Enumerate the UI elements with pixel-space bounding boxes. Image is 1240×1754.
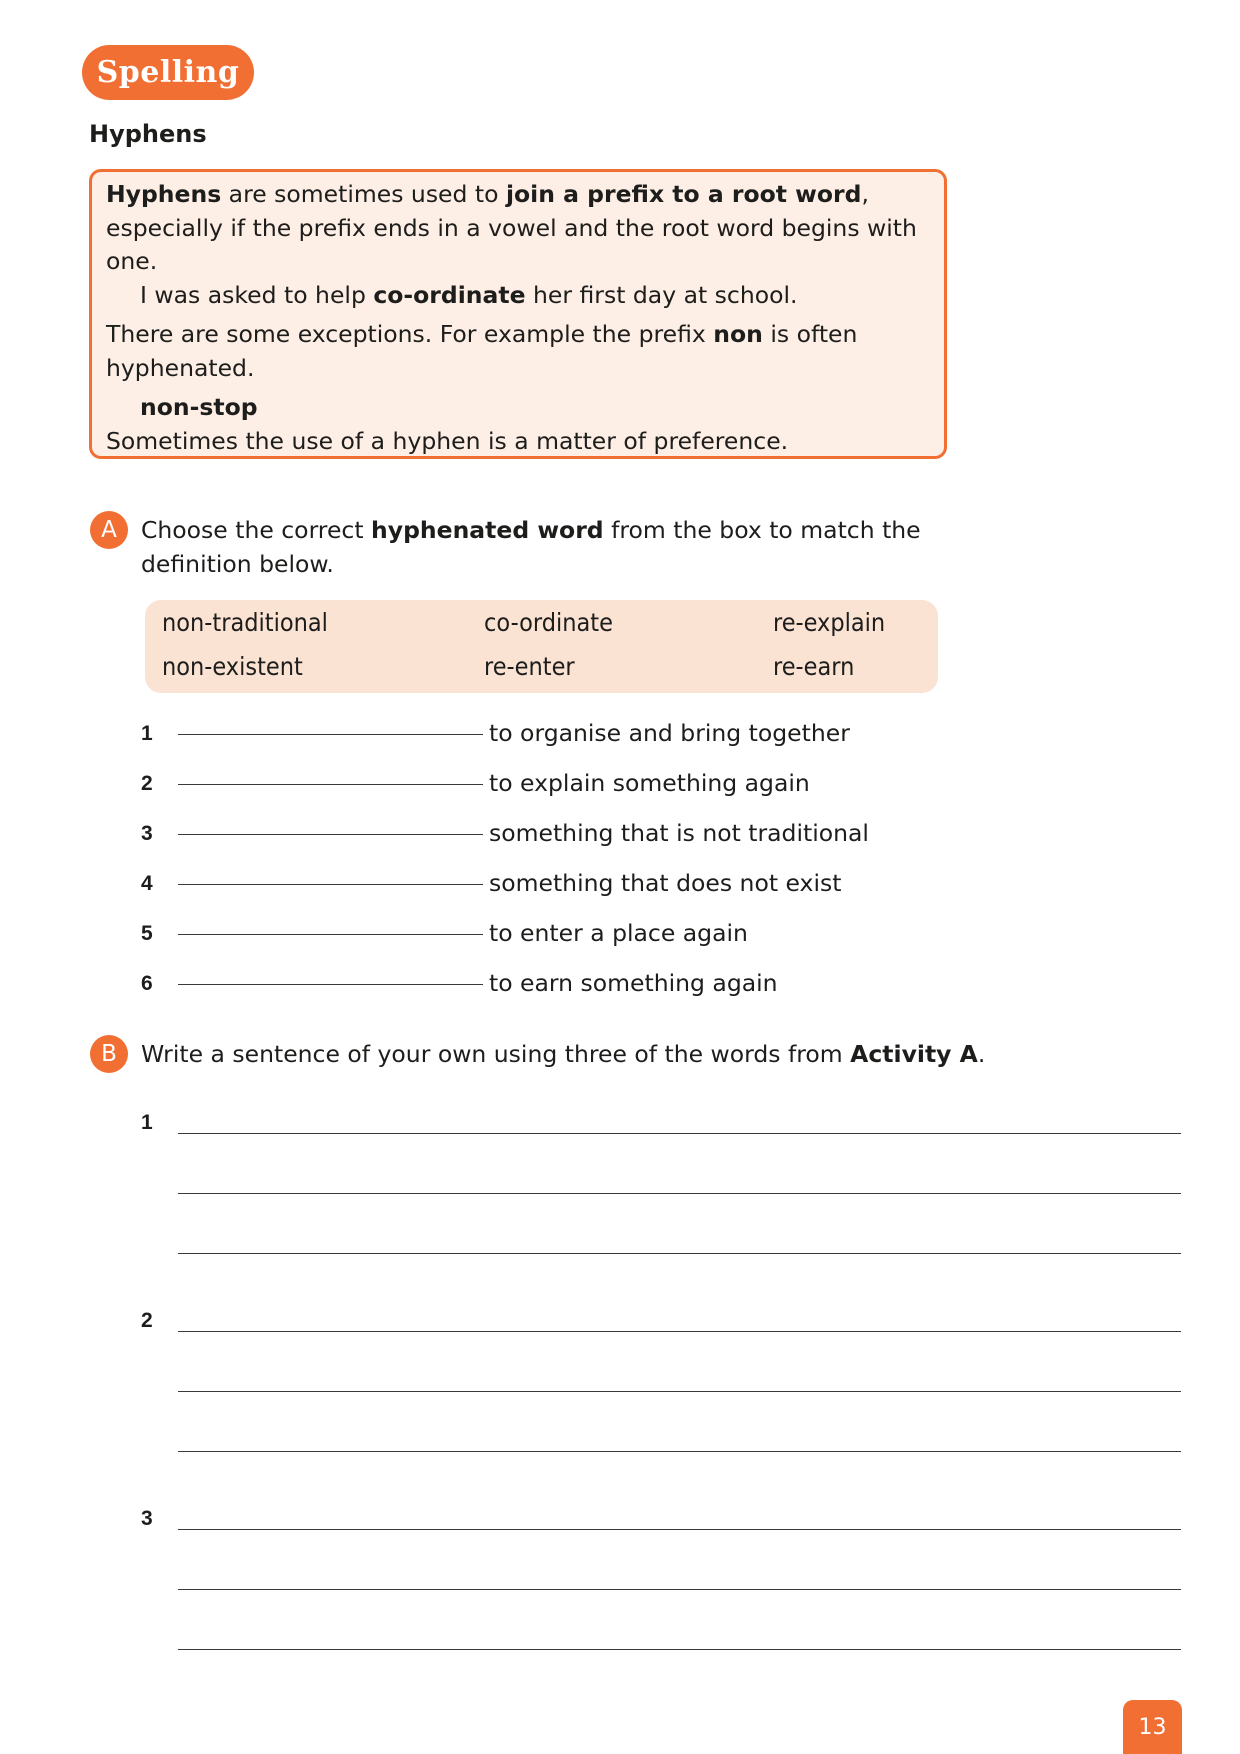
- info-box: [89, 169, 947, 459]
- writing-line[interactable]: [178, 1193, 1181, 1194]
- bold-term: non: [713, 320, 763, 348]
- activity-a-instruction: [141, 513, 941, 581]
- writing-line[interactable]: [178, 1391, 1181, 1392]
- item-number: 6: [141, 972, 153, 995]
- item-number: 1: [141, 722, 153, 745]
- word-bank-item: re-explain: [773, 608, 886, 637]
- info-paragraph-1: [106, 178, 930, 279]
- section-label-spelling: Spelling: [82, 45, 254, 100]
- item-definition: something that does not exist: [489, 869, 842, 897]
- writing-line[interactable]: [178, 1529, 1181, 1530]
- activity-a-badge: A: [90, 511, 128, 549]
- answer-blank[interactable]: [178, 834, 483, 835]
- answer-blank[interactable]: [178, 884, 483, 885]
- info-paragraph-2: [106, 318, 930, 385]
- text: is often hyphenated.: [106, 320, 858, 382]
- word-bank-item: non-existent: [162, 652, 303, 681]
- item-definition: to earn something again: [489, 969, 778, 997]
- word-bank-item: co-ordinate: [484, 608, 613, 637]
- activity-b-badge: B: [90, 1035, 128, 1073]
- info-paragraph-3: Sometimes the use of a hyphen is a matter of preference.: [106, 426, 789, 455]
- text: , especially if the prefix ends in a vowel and the root word begins with one.: [106, 180, 917, 275]
- activity-b-instruction: [141, 1037, 1141, 1071]
- bold-term: join a prefix to a root word: [505, 180, 862, 208]
- text: I was asked to help: [140, 280, 374, 309]
- answer-blank[interactable]: [178, 934, 483, 935]
- item-number: 2: [141, 772, 153, 795]
- word-bank: [145, 600, 938, 693]
- answer-blank[interactable]: [178, 734, 483, 735]
- answer-blank[interactable]: [178, 984, 483, 985]
- page-number: 13: [1123, 1700, 1182, 1754]
- text: .: [977, 1040, 986, 1068]
- word-bank-item: non-traditional: [162, 608, 328, 637]
- item-number: 4: [141, 872, 153, 895]
- bold-term: non-stop: [140, 393, 258, 421]
- bold-term: Hyphens: [106, 180, 222, 208]
- info-example-2: [106, 391, 930, 425]
- item-number: 1: [141, 1111, 153, 1134]
- writing-line[interactable]: [178, 1589, 1181, 1590]
- writing-line[interactable]: [178, 1253, 1181, 1254]
- bold-term: co-ordinate: [373, 280, 526, 309]
- info-example-1: [106, 279, 930, 313]
- writing-line[interactable]: [178, 1331, 1181, 1332]
- item-definition: to organise and bring together: [489, 719, 850, 747]
- writing-line[interactable]: [178, 1133, 1181, 1134]
- item-definition: to explain something again: [489, 769, 810, 797]
- text: from the box to match the definition below.: [141, 516, 921, 578]
- answer-blank[interactable]: [178, 784, 483, 785]
- writing-line[interactable]: [178, 1649, 1181, 1650]
- word-bank-item: re-earn: [773, 652, 855, 681]
- bold-term: hyphenated word: [371, 516, 604, 544]
- text: Write a sentence of your own using three of the words from: [141, 1040, 851, 1068]
- text: There are some exceptions. For example the prefix: [106, 320, 714, 348]
- word-bank-item: re-enter: [484, 652, 575, 681]
- writing-line[interactable]: [178, 1451, 1181, 1452]
- text: Choose the correct: [141, 516, 372, 544]
- item-number: 3: [141, 822, 153, 845]
- item-definition: to enter a place again: [489, 919, 748, 947]
- item-number: 5: [141, 922, 153, 945]
- text: are sometimes used to: [221, 180, 506, 208]
- topic-heading: Hyphens: [89, 120, 207, 148]
- item-definition: something that is not traditional: [489, 819, 869, 847]
- item-number: 2: [141, 1309, 153, 1332]
- text: her first day at school.: [525, 280, 798, 309]
- bold-term: Activity A: [850, 1040, 978, 1068]
- item-number: 3: [141, 1507, 153, 1530]
